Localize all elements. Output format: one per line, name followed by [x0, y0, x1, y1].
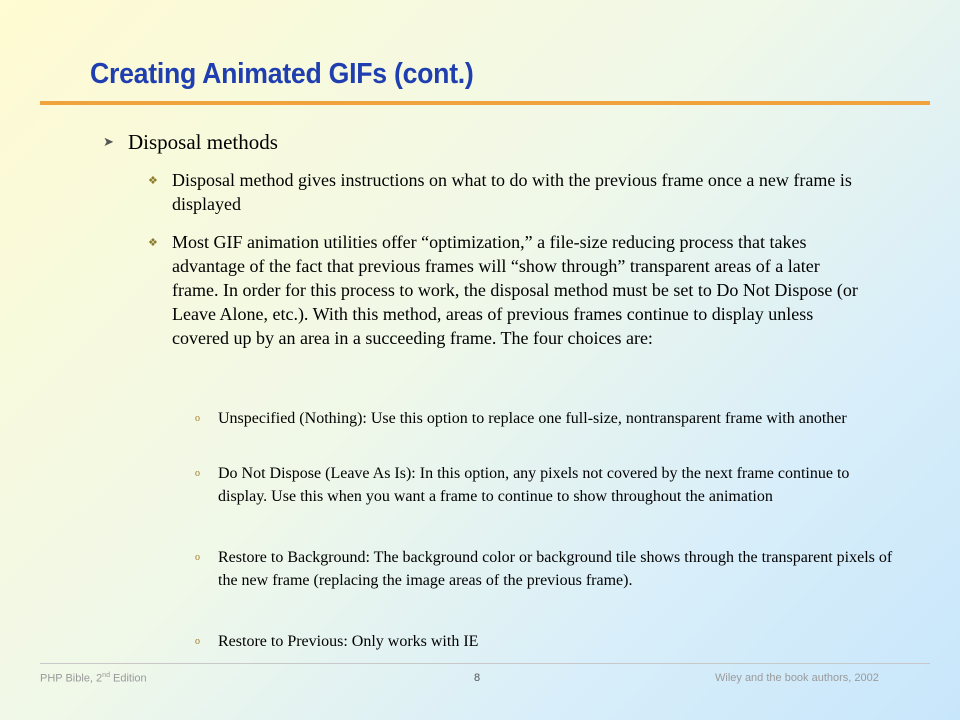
bullet-level3-item: [195, 462, 895, 508]
bullet-level2-item: [148, 230, 868, 350]
bullet-text: Restore to Previous: Only works with IE: [218, 633, 479, 650]
bullet-level2-item: [148, 168, 868, 216]
circle-bullet-icon: o: [195, 468, 200, 479]
arrow-bullet-icon: ➤: [103, 134, 114, 149]
footer-book-title: PHP Bible, 2nd Edition: [40, 672, 147, 685]
bullet-text: Restore to Background: The background color or background tile shows through the transparent pixels of the new frame (replacing the image areas of the previous frame).: [218, 549, 893, 589]
bullet-text: Unspecified (Nothing): Use this option to replace one full-size, nontransparent frame with another: [218, 410, 847, 427]
page-number: 8: [474, 672, 481, 684]
circle-bullet-icon: o: [195, 413, 200, 424]
footer-copyright: Wiley and the book authors, 2002: [715, 672, 879, 684]
bullet-text: Do Not Dispose (Leave As Is): In this option, any pixels not covered by the next frame continue to display. Use this when you want a frame to continue to show throughout the animation: [218, 465, 850, 505]
diamond-bullet-icon: ❖: [148, 175, 158, 187]
slide-title: Creating Animated GIFs (cont.): [90, 58, 474, 90]
bullet-text: Disposal methods: [128, 130, 278, 154]
circle-bullet-icon: o: [195, 636, 200, 647]
diamond-bullet-icon: ❖: [148, 237, 158, 249]
bullet-level3-item: [195, 546, 895, 592]
bullet-level3-item: [195, 407, 895, 430]
bullet-text: Disposal method gives instructions on what to do with the previous frame once a new frame is displayed: [172, 170, 852, 214]
bullet-level3-item: [195, 630, 895, 653]
circle-bullet-icon: o: [195, 552, 200, 563]
bullet-text: Most GIF animation utilities offer “optimization,” a file-size reducing process that takes advantage of the fact that previous frames will “show through” transparent areas of a later frame. In order for this process to work, the disposal method must be set to Do Not Dispose (or Leave Alone, etc.). With this method, areas of previous frames continue to display unless covered up by an area in a succeeding frame. The four choices are:: [172, 232, 858, 348]
footer-divider: [40, 663, 930, 664]
title-underline: [40, 101, 930, 105]
